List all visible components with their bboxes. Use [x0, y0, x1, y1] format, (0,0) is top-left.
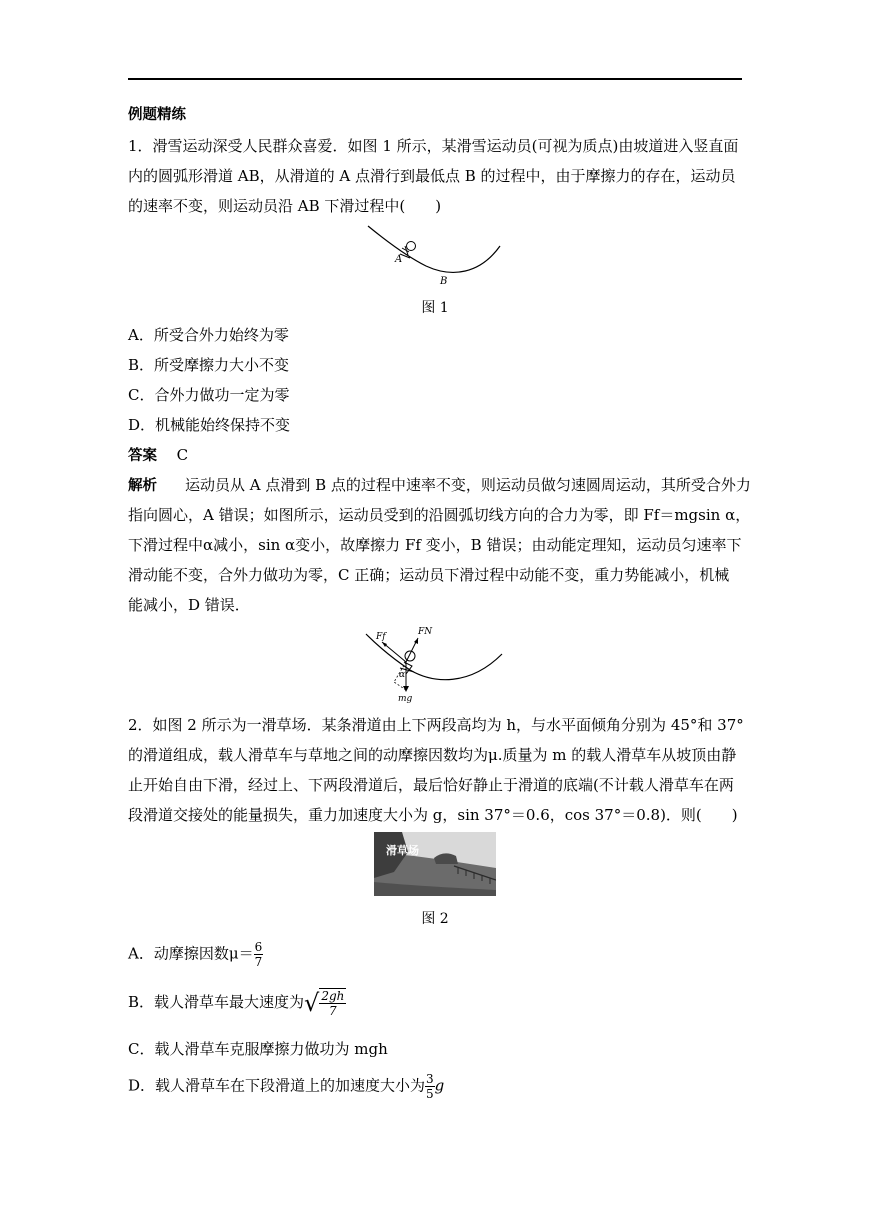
- q2-line: 止开始自由下滑，经过上、下两段滑道后，最后恰好静止于滑道的底端(不计载人滑草车在两: [128, 776, 734, 794]
- q2-option-b: [128, 988, 346, 1018]
- q2-option-a: [128, 940, 263, 969]
- analysis-label: 解析: [128, 478, 157, 494]
- numerator: 3: [426, 1072, 434, 1086]
- question-2-stem: [128, 710, 748, 830]
- q1-line: 1．滑雪运动深受人民群众喜爱．如图 1 所示，某滑雪运动员(可视为质点)由坡道进入竖直面: [128, 137, 739, 155]
- analysis-line: 下滑过程中α减小，sin α变小，故摩擦力 Ff 变小，B 错误；由动能定理知，运动员匀速率下: [128, 536, 742, 554]
- figure-1-caption: 图 1: [421, 300, 449, 316]
- point-b-label: B: [440, 276, 448, 287]
- unit-g: g: [434, 1076, 445, 1095]
- option-b: B．所受摩擦力大小不变: [128, 356, 290, 374]
- option-a: A．所受合外力始终为零: [128, 326, 289, 344]
- angle-label: α: [399, 670, 406, 680]
- force-diagram: [360, 622, 510, 704]
- answer-value: C: [176, 446, 189, 464]
- q1-line: 的速率不变，则运动员沿 AB 下滑过程中( ): [128, 197, 442, 215]
- q1-line: 内的圆弧形滑道 AB，从滑道的 A 点滑行到最低点 B 的过程中，由于摩擦力的存在，运动员: [128, 167, 736, 185]
- q2-option-d: [128, 1072, 444, 1101]
- sqrt-sign: √: [304, 989, 320, 1017]
- option-b-text: B．载人滑草车最大速度为: [128, 993, 305, 1011]
- q2-option-c: C．载人滑草车克服摩擦力做功为 mgh: [128, 1040, 388, 1058]
- denominator: 7: [329, 1004, 337, 1018]
- denominator: 7: [254, 955, 263, 969]
- answer-label: 答案: [128, 448, 157, 464]
- point-a-label: A: [395, 254, 403, 265]
- fraction: [425, 1072, 435, 1101]
- analysis-line: 能减小，D 错误．: [128, 596, 250, 614]
- q1-options: [128, 320, 748, 440]
- numerator: 2gh: [321, 989, 345, 1003]
- analysis-line: 滑动能不变，合外力做功为零，C 正确；运动员下滑过程中动能不变，重力势能减小，机械: [128, 566, 730, 584]
- option-d: D．机械能始终保持不变: [128, 416, 291, 434]
- fraction: [319, 988, 346, 1018]
- section-title-block: [128, 100, 748, 130]
- gravity-arrowhead: [403, 686, 409, 692]
- section-title: 例题精练: [128, 107, 186, 123]
- numerator: 6: [254, 940, 263, 954]
- analysis-line: 指向圆心，A 错误；如图所示，运动员受到的沿圆弧切线方向的合力为零，即 Ff＝mgsin α，: [128, 506, 751, 524]
- fraction: [254, 940, 264, 969]
- friction-arrowhead: [382, 642, 387, 647]
- option-c: C．合外力做功一定为零: [128, 386, 290, 404]
- q2-line: 2．如图 2 所示为一滑草场．某条滑道由上下两段高均为 h，与水平面倾角分别为 45°和 37°: [128, 716, 744, 734]
- q2-line: 的滑道组成，载人滑草车与草地之间的动摩擦因数均为μ.质量为 m 的载人滑草车从坡顶由静: [128, 746, 737, 764]
- answer-block: [128, 440, 748, 470]
- option-a-text: A．动摩擦因数μ＝: [128, 944, 254, 963]
- skier-head: [405, 651, 415, 661]
- analysis-block: [128, 470, 751, 620]
- gravity-label: mg: [398, 694, 413, 704]
- option-d-text: D．载人滑草车在下段滑道上的加速度大小为: [128, 1076, 426, 1095]
- friction-label: Ff: [376, 632, 386, 642]
- arc-track: [368, 226, 500, 272]
- photo-sign-text: 滑草场: [386, 844, 419, 857]
- analysis-line: 运动员从 A 点滑到 B 点的过程中速率不变，则运动员做匀速圆周运动，其所受合外力: [185, 476, 751, 494]
- figure-2-caption: 图 2: [421, 911, 449, 927]
- figure-1-slope-diagram: [360, 222, 510, 290]
- arc-track: [366, 634, 502, 680]
- skier-head: [407, 242, 416, 251]
- denominator: 5: [426, 1087, 434, 1101]
- normal-force-label: FN: [418, 627, 433, 637]
- figure-2-grass-slope-photo: [374, 832, 496, 896]
- header-rule: [128, 78, 742, 80]
- q2-line: 段滑道交接处的能量损失，重力加速度大小为 g，sin 37°＝0.6，cos 37°＝0.8)．则( ): [128, 806, 738, 824]
- question-1-stem: [128, 131, 748, 221]
